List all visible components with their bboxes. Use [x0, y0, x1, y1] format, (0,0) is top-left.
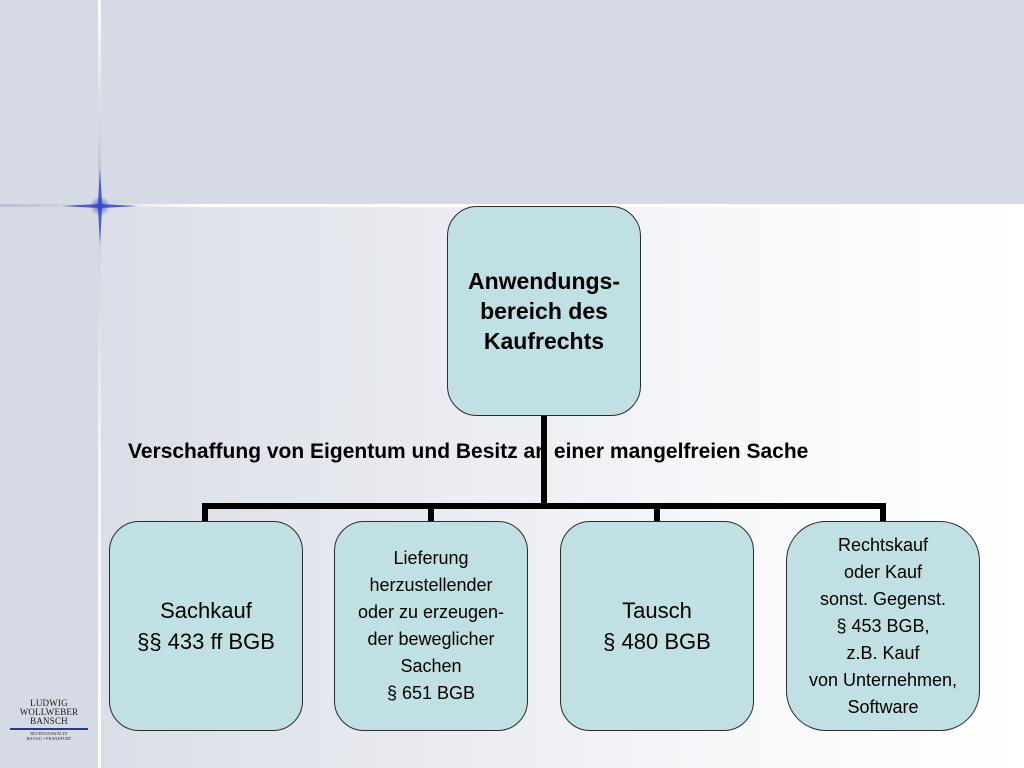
node-lieferung: Lieferung herzustellender oder zu erzeugen- der beweglicher Sachen § 651 BGB	[334, 521, 528, 731]
root-node: Anwendungs- bereich des Kaufrechts	[447, 206, 641, 416]
logo-tagline-1: RECHTSANWÄLTE	[30, 731, 68, 736]
logo-rule	[10, 728, 88, 730]
logo-name-3: BANSCH	[30, 716, 68, 726]
logo-tagline-2: HANAU • FRANKFURT	[26, 736, 72, 741]
node-rechtskauf: Rechtskauf oder Kauf sonst. Gegenst. § 453 BGB, z.B. Kauf von Unternehmen, Software	[786, 521, 980, 731]
company-logo	[8, 699, 90, 741]
connector-caption: Verschaffung von Eigentum und Besitz an einer mangelfreien Sache	[128, 440, 809, 463]
node-sachkauf: Sachkauf §§ 433 ff BGB	[109, 521, 303, 731]
node-tausch: Tausch § 480 BGB	[560, 521, 754, 731]
logo-name-2: WOLLWEBER	[19, 707, 79, 717]
logo-name-1: LUDWIG	[30, 698, 68, 708]
